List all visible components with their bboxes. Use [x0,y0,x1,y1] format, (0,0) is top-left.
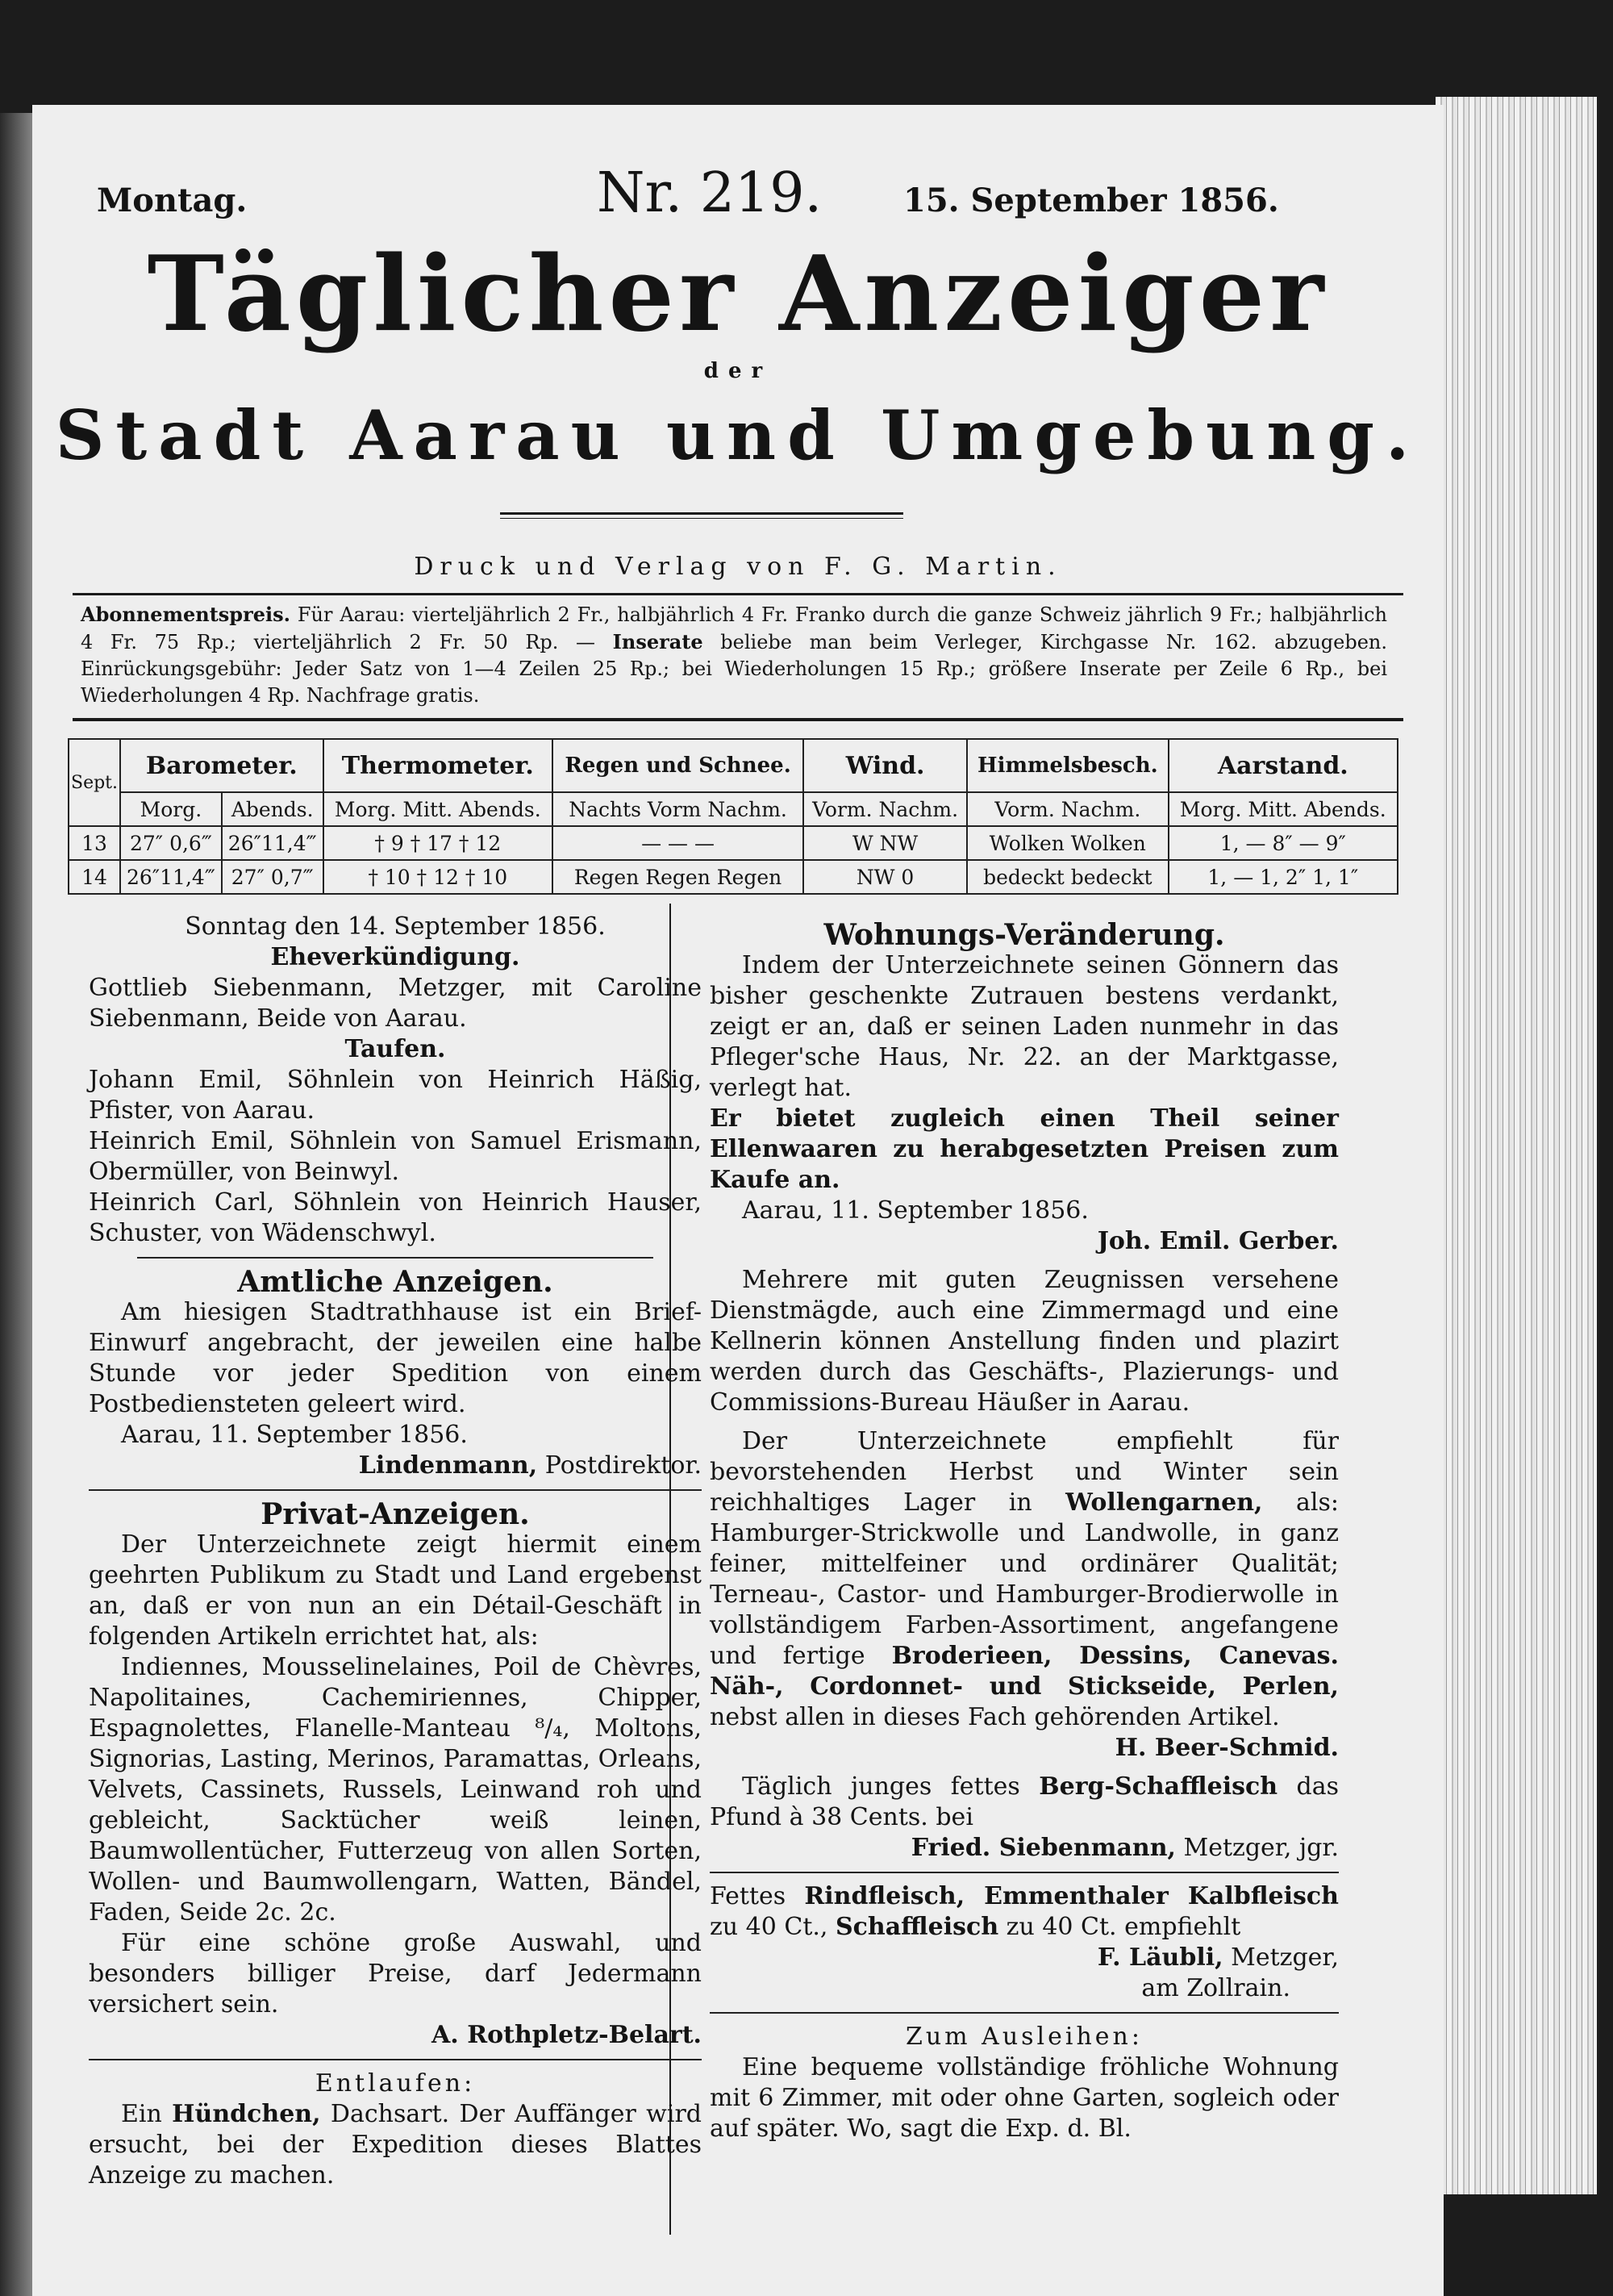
dienst-text: Mehrere mit guten Zeugnissen versehene Dienstmägde, auch eine Zimmermagd und eine Kellnerin können Anstellung finden und plazirt werden durch das Geschäfts-, Plazierungs- und Commissions-Bureau Häußer in Aarau. [710,1266,1339,1417]
amtlich-sign-title: Postdirektor. [537,1451,702,1480]
weather-sub-therm: Morg. Mitt. Abends. [323,792,552,826]
rind-sign-place: am Zollrain. [1141,1974,1290,2002]
weather-col-thermometer: Thermometer. [323,739,552,792]
weather-col-wind: Wind. [803,739,967,792]
weather-rain: — — — [552,826,803,860]
sunday-date: Sonntag den 14. September 1856. [185,912,606,941]
privat-text: Der Unterzeichnete zeigt hiermit einem geehrten Publikum zu Stadt und Land ergebenst an, daß er von nun an ein Détail-Geschäft in folgenden Artikeln errichtet hat, als: [89,1530,702,1651]
schaf-pre: Täglich junges fettes [742,1772,1040,1801]
weather-aar: 1, — 8″ — 9″ [1169,826,1398,860]
wolle-bold1: Wollengarnen, [1065,1488,1263,1517]
masthead-rule-thin [500,518,903,519]
section-rule [137,1257,653,1259]
weather-sub-sky: Vorm. Nachm. [967,792,1168,826]
taufe-entry: Heinrich Carl, Söhnlein von Heinrich Hauser, Schuster, von Wädenschwyl. [89,1188,702,1247]
schaf-post: das Pfund à 38 Cents. bei [710,1772,1339,1831]
wolle-mid: als: Hamburger-Strickwolle und Landwolle, in ganz feiner, mittelfeiner und ordinärer Qualität; Terneau-, Castor- und Hamburger-Brodierwolle in vollständigem Farben-Assortiment, angefangene und fertige [710,1488,1339,1670]
privat-text2: Für eine schöne große Auswahl, und besonders billiger Preise, darf Jedermann versichert sein. [89,1929,702,2018]
amtlich-date: Aarau, 11. September 1856. [121,1421,468,1449]
weather-sub-aar: Morg. Mitt. Abends. [1169,792,1398,826]
wohnung-heading: Wohnungs-Veränderung. [823,918,1225,952]
entlaufen-heading: Entlaufen: [315,2069,476,2098]
schaf-sign-name: Fried. Siebenmann, [911,1834,1176,1862]
newspaper-page [32,105,1444,2296]
weather-sub-baro-abends: Abends. [222,792,323,826]
weather-sub-wind: Vorm. Nachm. [803,792,967,826]
taufe-entry: Johann Emil, Söhnlein von Heinrich Häßig, Pfister, von Aarau. [89,1066,702,1125]
amtlich-signature [89,1451,702,1481]
ehe-heading: Eheverkündigung. [270,943,520,971]
masthead-subtitle: Stadt Aarau und Umgebung. [55,395,1421,475]
weather-table [68,738,1398,895]
inserate-text: beliebe man beim Verleger, Kirchgasse Nr. 162. abzugeben. Einrückungsgebühr: Jeder Satz von 1—4 Zeilen 25 Rp.; bei Wiederholungen 15 Rp.; größere Inserate per Zeile 6 Rp., bei Wiederholungen 4 Rp. Nachfrage gratis. [81,631,1387,707]
publisher-line: Druck und Verlag von F. G. Martin. [414,553,1062,581]
weather-baro-morg: 27″ 0,6‴ [120,826,222,860]
wolle-bold2: Broderieen, Dessins, Canevas. Näh-, Cordonnet- und Stickseide, Perlen, [710,1642,1339,1701]
wolle-signature: H. Beer-Schmid. [1115,1734,1339,1762]
rind-bold2: Schaffleisch [836,1913,999,1941]
taufe-entry: Heinrich Emil, Söhnlein von Samuel Erismann, Obermüller, von Beinwyl. [89,1127,702,1186]
weather-sky: Wolken Wolken [967,826,1168,860]
weather-sub-rain: Nachts Vorm Nachm. [552,792,803,826]
masthead-rule [500,512,903,515]
weather-sky: bedeckt bedeckt [967,860,1168,894]
section-rule [89,2059,702,2060]
wolle-pre: Der Unterzeichnete empfiehlt für bevorstehenden Herbst und Winter sein reichhaltiges Lager in [710,1427,1339,1517]
weather-row [69,860,1398,894]
ehe-text: Gottlieb Siebenmann, Metzger, mit Caroline Siebenmann, Beide von Aarau. [89,974,702,1033]
weather-rain: Regen Regen Regen [552,860,803,894]
weather-sub-baro-morg: Morg. [120,792,222,826]
page-gutter-shadow [0,113,35,2296]
issue-day: Montag. [97,182,248,219]
entlaufen-body: Dachsart. Der Auffänger wird ersucht, bei der Expedition dieses Blattes Anzeige zu machen. [89,2100,702,2190]
weather-day: 14 [69,860,120,894]
weather-therm: † 10 † 12 † 10 [323,860,552,894]
weather-baro-abends: 27″ 0,7‴ [222,860,323,894]
weather-row [69,826,1398,860]
ausleihen-heading: Zum Ausleihen: [906,2023,1143,2051]
inserate-label: Inserate [612,630,703,653]
rind-bold1: Rindfleisch, Emmenthaler Kalbfleisch [804,1882,1339,1910]
privat-signature: A. Rothpletz-Belart. [431,2021,702,2049]
weather-col-sky: Himmelsbesch. [967,739,1168,792]
publisher-rule [73,593,1403,595]
wohnung-signature: Joh. Emil. Gerber. [1097,1227,1339,1255]
entlaufen-text [89,2099,702,2191]
weather-wind: W NW [803,826,967,860]
privat-heading: Privat-Anzeigen. [260,1497,530,1531]
left-column [89,912,702,2191]
wolle-text [710,1426,1339,1733]
amtlich-heading: Amtliche Anzeigen. [237,1265,553,1299]
wolle-end: nebst allen in dieses Fach gehörenden Artikel. [710,1703,1280,1731]
wohnung-bold: Er bietet zugleich einen Theil seiner Ellenwaaren zu herabgesetzten Preisen zum Kaufe an. [710,1104,1339,1194]
book-page-edges [1436,97,1597,2194]
weather-baro-abends: 26″11,4‴ [222,826,323,860]
subscription-label: Abonnementspreis. [81,603,290,626]
rind-signature [710,1943,1339,1973]
subscription-info [81,601,1387,709]
schaf-sign-title: Metzger, jgr. [1175,1834,1339,1862]
masthead-title: Täglicher Anzeiger [147,234,1329,355]
rind-pre: Fettes [710,1882,805,1910]
weather-day: 13 [69,826,120,860]
weather-aar: 1, — 1, 2″ 1, 1″ [1169,860,1398,894]
entlaufen-bold: Hündchen, [172,2100,321,2128]
rind-sign-name: F. Läubli, [1097,1943,1223,1972]
schaf-bold: Berg-Schaffleisch [1039,1772,1278,1801]
ausleihen-text: Eine bequeme vollständige fröhliche Wohnung mit 6 Zimmer, mit oder ohne Garten, sogleich oder auf später. Wo, sagt die Exp. d. Bl. [710,2053,1339,2143]
weather-baro-morg: 26″11,4‴ [120,860,222,894]
rind-text [710,1881,1339,1943]
issue-date: 15. September 1856. [903,182,1279,219]
rind-mid: zu 40 Ct., [710,1913,836,1941]
section-rule [710,1872,1339,1873]
right-column [710,920,1339,2144]
weather-therm: † 9 † 17 † 12 [323,826,552,860]
weather-col-rain: Regen und Schnee. [552,739,803,792]
wohnung-date: Aarau, 11. September 1856. [742,1196,1089,1225]
subscription-text: Für Aarau: vierteljährlich 2 Fr., halbjährlich 4 Fr. Franko durch die ganze Schweiz jährlich 9 Fr.; halbjährlich 4 Fr. 75 Rp.; vierteljährlich 2 Fr. 50 Rp. — [81,603,1387,653]
wohnung-text: Indem der Unterzeichnete seinen Gönnern das bisher geschenkte Zutrauen bestens verdankt, zeigt er an, daß er seinen Laden nunmehr in das Pfleger'sche Haus, Nr. 22. an der Marktgasse, verlegt hat. [710,951,1339,1102]
amtlich-sign-name: Lindenmann, [358,1451,538,1480]
taufen-heading: Taufen. [344,1035,446,1063]
weather-col-barometer: Barometer. [120,739,323,792]
schaf-text [710,1772,1339,1833]
section-rule [710,2012,1339,2014]
section-rule [89,1489,702,1491]
amtlich-text: Am hiesigen Stadtrathhause ist ein Brief-Einwurf angebracht, der jeweilen eine halbe Stunde vor jeder Spedition von einem Postbediensteten geleert wird. [89,1298,702,1418]
weather-col-sept: Sept. [69,739,120,826]
entlaufen-pre: Ein [121,2100,173,2128]
rind-end: zu 40 Ct. empfiehlt [998,1913,1241,1941]
subscription-rule [73,718,1403,721]
issue-number: Nr. 219. [597,161,823,225]
privat-items: Indiennes, Mousselinelaines, Poil de Chèvres, Napolitaines, Cachemiriennes, Chipper, Espagnolettes, Flanelle-Manteau ⁸/₄, Moltons, Signorias, Lasting, Merinos, Paramattas, Orleans, Velvets, Cassinets, Russels, Leinwand roh und gebleicht, Sacktücher weiß leinen, Baumwollentücher, Futterzeug von allen Sorten, Wollen- und Baumwollengarn, Watten, Bändel, Faden, Seide 2c. 2c. [89,1653,702,1927]
masthead-der: der [703,359,773,383]
weather-wind: NW 0 [803,860,967,894]
schaf-signature [710,1833,1339,1864]
weather-col-aarstand: Aarstand. [1169,739,1398,792]
rind-sign-title: Metzger, [1223,1943,1339,1972]
